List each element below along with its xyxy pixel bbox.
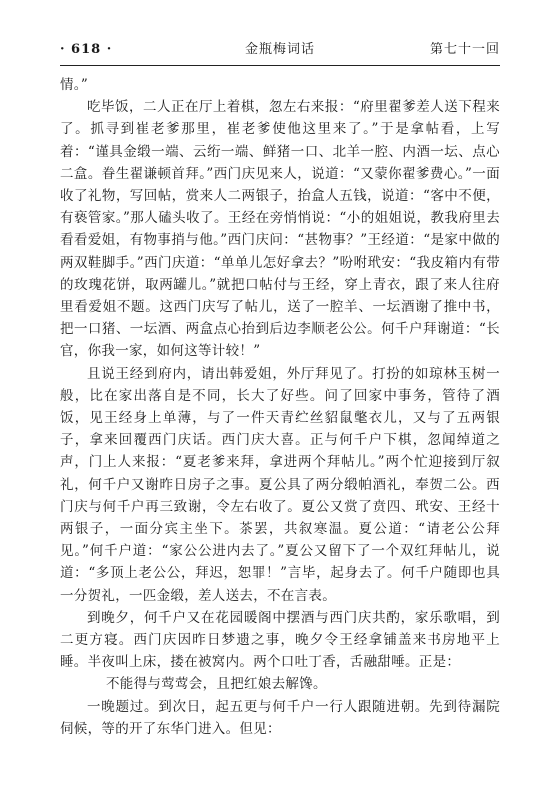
paragraph-continuation: 情。” (60, 77, 89, 93)
header-rule (60, 65, 500, 66)
paragraph: 且说王经到府内，请出韩爱姐，外厅拜见了。打扮的如琼林玉树一般，比在家出落自是不同，长大了好些。问了回家中事务，管待了酒饭，见王经身上单薄，与了一件天青纻丝貂鼠氅衣儿，又与了五两银子，拿来回覆西门庆话。西门庆大喜。正与何千户下棋，忽闻绰道之声，门上人来报：“夏老爹来拜，拿进两个拜帖儿。”两个忙迎接到厅叙礼，何千户又谢昨日房子之事。夏公具了两分缎帕酒礼，奉贺二公。西门庆与何千户再三致谢，令左右收了。夏公又赏了贲四、玳安、王经十两银子，一面分宾主坐下。茶罢，共叙寒温。夏公道：“请老公公拜见。”何千户道：“家公公进内去了。”夏公又留下了一个双红拜帖儿，说道：“多顶上老公公，拜迟，恕罪！”言毕，起身去了。何千户随即也具一分贺礼，一匹金缎，差人送去，不在言表。 (60, 365, 500, 604)
chapter-label: 第七十一回 (429, 42, 500, 57)
page-body (60, 74, 500, 740)
page-number: · 618 · (60, 42, 113, 57)
verse-couplet: 不能得与莺莺会，且把红娘去解馋。 (106, 676, 327, 693)
paragraph: 吃毕饭，二人正在厅上着棋，忽左右来报：“府里翟爹差人送下程来了。抓寻到崔老爹那里，崔老爹使他这里来了。”于是拿帖看，上写着：“谨具金缎一端、云绗一端、鲜猪一口、北羊一腔、内酒一坛、点心二盒。眷生翟谦顿首拜。”西门庆见来人，说道：“又蒙你翟爹费心。”一面收了礼物，写回帖，赏来人二两银子，抬盒人五钱，说道：“客中不便，有亵管家。”那人磕头收了。王经在旁悄悄说：“小的姐姐说，教我府里去看看爱姐，有物事捎与他。”西门庆问：“甚物事？”王经道：“是家中做的两双鞋脚手。”西门庆道：“单单儿怎好拿去？”吩咐玳安：“我皮箱内有带的玫瑰花饼，取两罐儿。”就把口帖付与王经，穿上青衣，跟了来人往府里看爱姐不题。这西门庆写了帖儿，送了一腔羊、一坛酒谢了推中书，把一口猪、一坛酒、两盒点心抬到后边李顺老公公。何千户拜谢道：“长官，你我一家，如何这等计较！” (60, 99, 500, 360)
paragraph-closing: 一晚题过。到次日，起五更与何千户一行人跟随进朝。先到待漏院伺候，等的开了东华门进入。但见： (60, 698, 500, 737)
running-title: 金瓶梅词话 (244, 42, 315, 57)
paragraph: 到晚夕，何千户又在花园暖阁中摆酒与西门庆共酌，家乐歌唱，到二更方寝。西门庆因昨日梦遗之事，晚夕令王经拿铺盖来书房地平上睡。半夜叫上床，搂在被窝内。两个口吐丁香，舌融甜唾。正是： (60, 609, 500, 671)
page-header (60, 40, 500, 60)
